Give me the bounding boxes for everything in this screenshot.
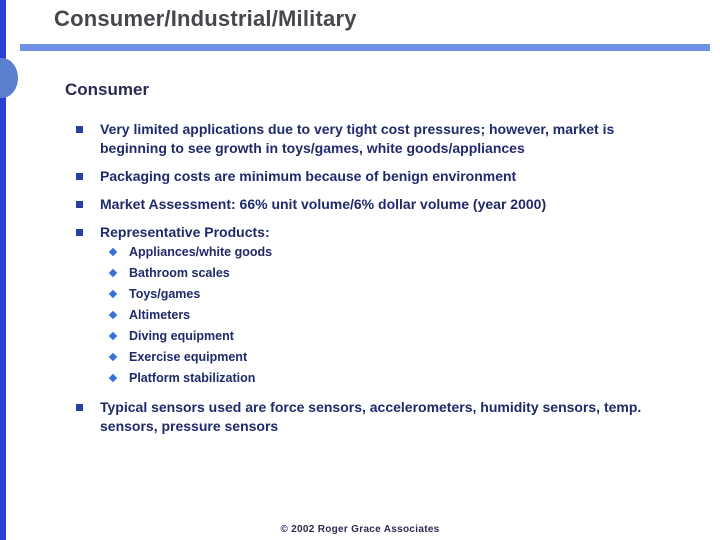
bullet-item [76,398,676,436]
diamond-bullet-icon [109,374,117,382]
square-bullet-icon [76,229,83,236]
bullet-item [76,223,676,386]
bullet-text: Market Assessment: 66% unit volume/6% dollar volume (year 2000) [100,196,547,212]
left-accent-tab [0,58,18,98]
product-item [100,370,676,386]
product-item [100,244,676,260]
product-item [100,307,676,323]
diamond-bullet-icon [109,248,117,256]
product-text: Bathroom scales [129,266,230,280]
product-text: Platform stabilization [129,371,256,385]
section-heading: Consumer [65,80,150,99]
product-text: Toys/games [129,287,201,301]
product-item [100,265,676,281]
product-text: Diving equipment [129,329,234,343]
product-text: Exercise equipment [129,350,248,364]
bullet-item [76,167,676,186]
diamond-bullet-icon [109,332,117,340]
product-list [100,244,676,386]
bullet-item [76,120,676,158]
bullet-text: Typical sensors used are force sensors, accelerometers, humidity sensors, temp. sensors, pressure sensors [100,399,642,434]
bullet-list [76,120,676,445]
bullet-item [76,195,676,214]
product-item [100,328,676,344]
product-item [100,349,676,365]
bullet-text: Representative Products: [100,224,270,240]
slide-title: Consumer/Industrial/Military [54,6,357,31]
copyright-footer: © 2002 Roger Grace Associates [280,524,440,535]
product-text: Appliances/white goods [129,245,273,259]
bullet-text: Very limited applications due to very tight cost pressures; however, market is beginning to see growth in toys/games, white goods/appliances [100,121,615,156]
square-bullet-icon [76,404,83,411]
diamond-bullet-icon [109,290,117,298]
diamond-bullet-icon [109,311,117,319]
title-underline [20,44,710,51]
square-bullet-icon [76,126,83,133]
square-bullet-icon [76,201,83,208]
diamond-bullet-icon [109,269,117,277]
product-text: Altimeters [129,308,191,322]
product-item [100,286,676,302]
square-bullet-icon [76,173,83,180]
bullet-text: Packaging costs are minimum because of benign environment [100,168,517,184]
diamond-bullet-icon [109,353,117,361]
